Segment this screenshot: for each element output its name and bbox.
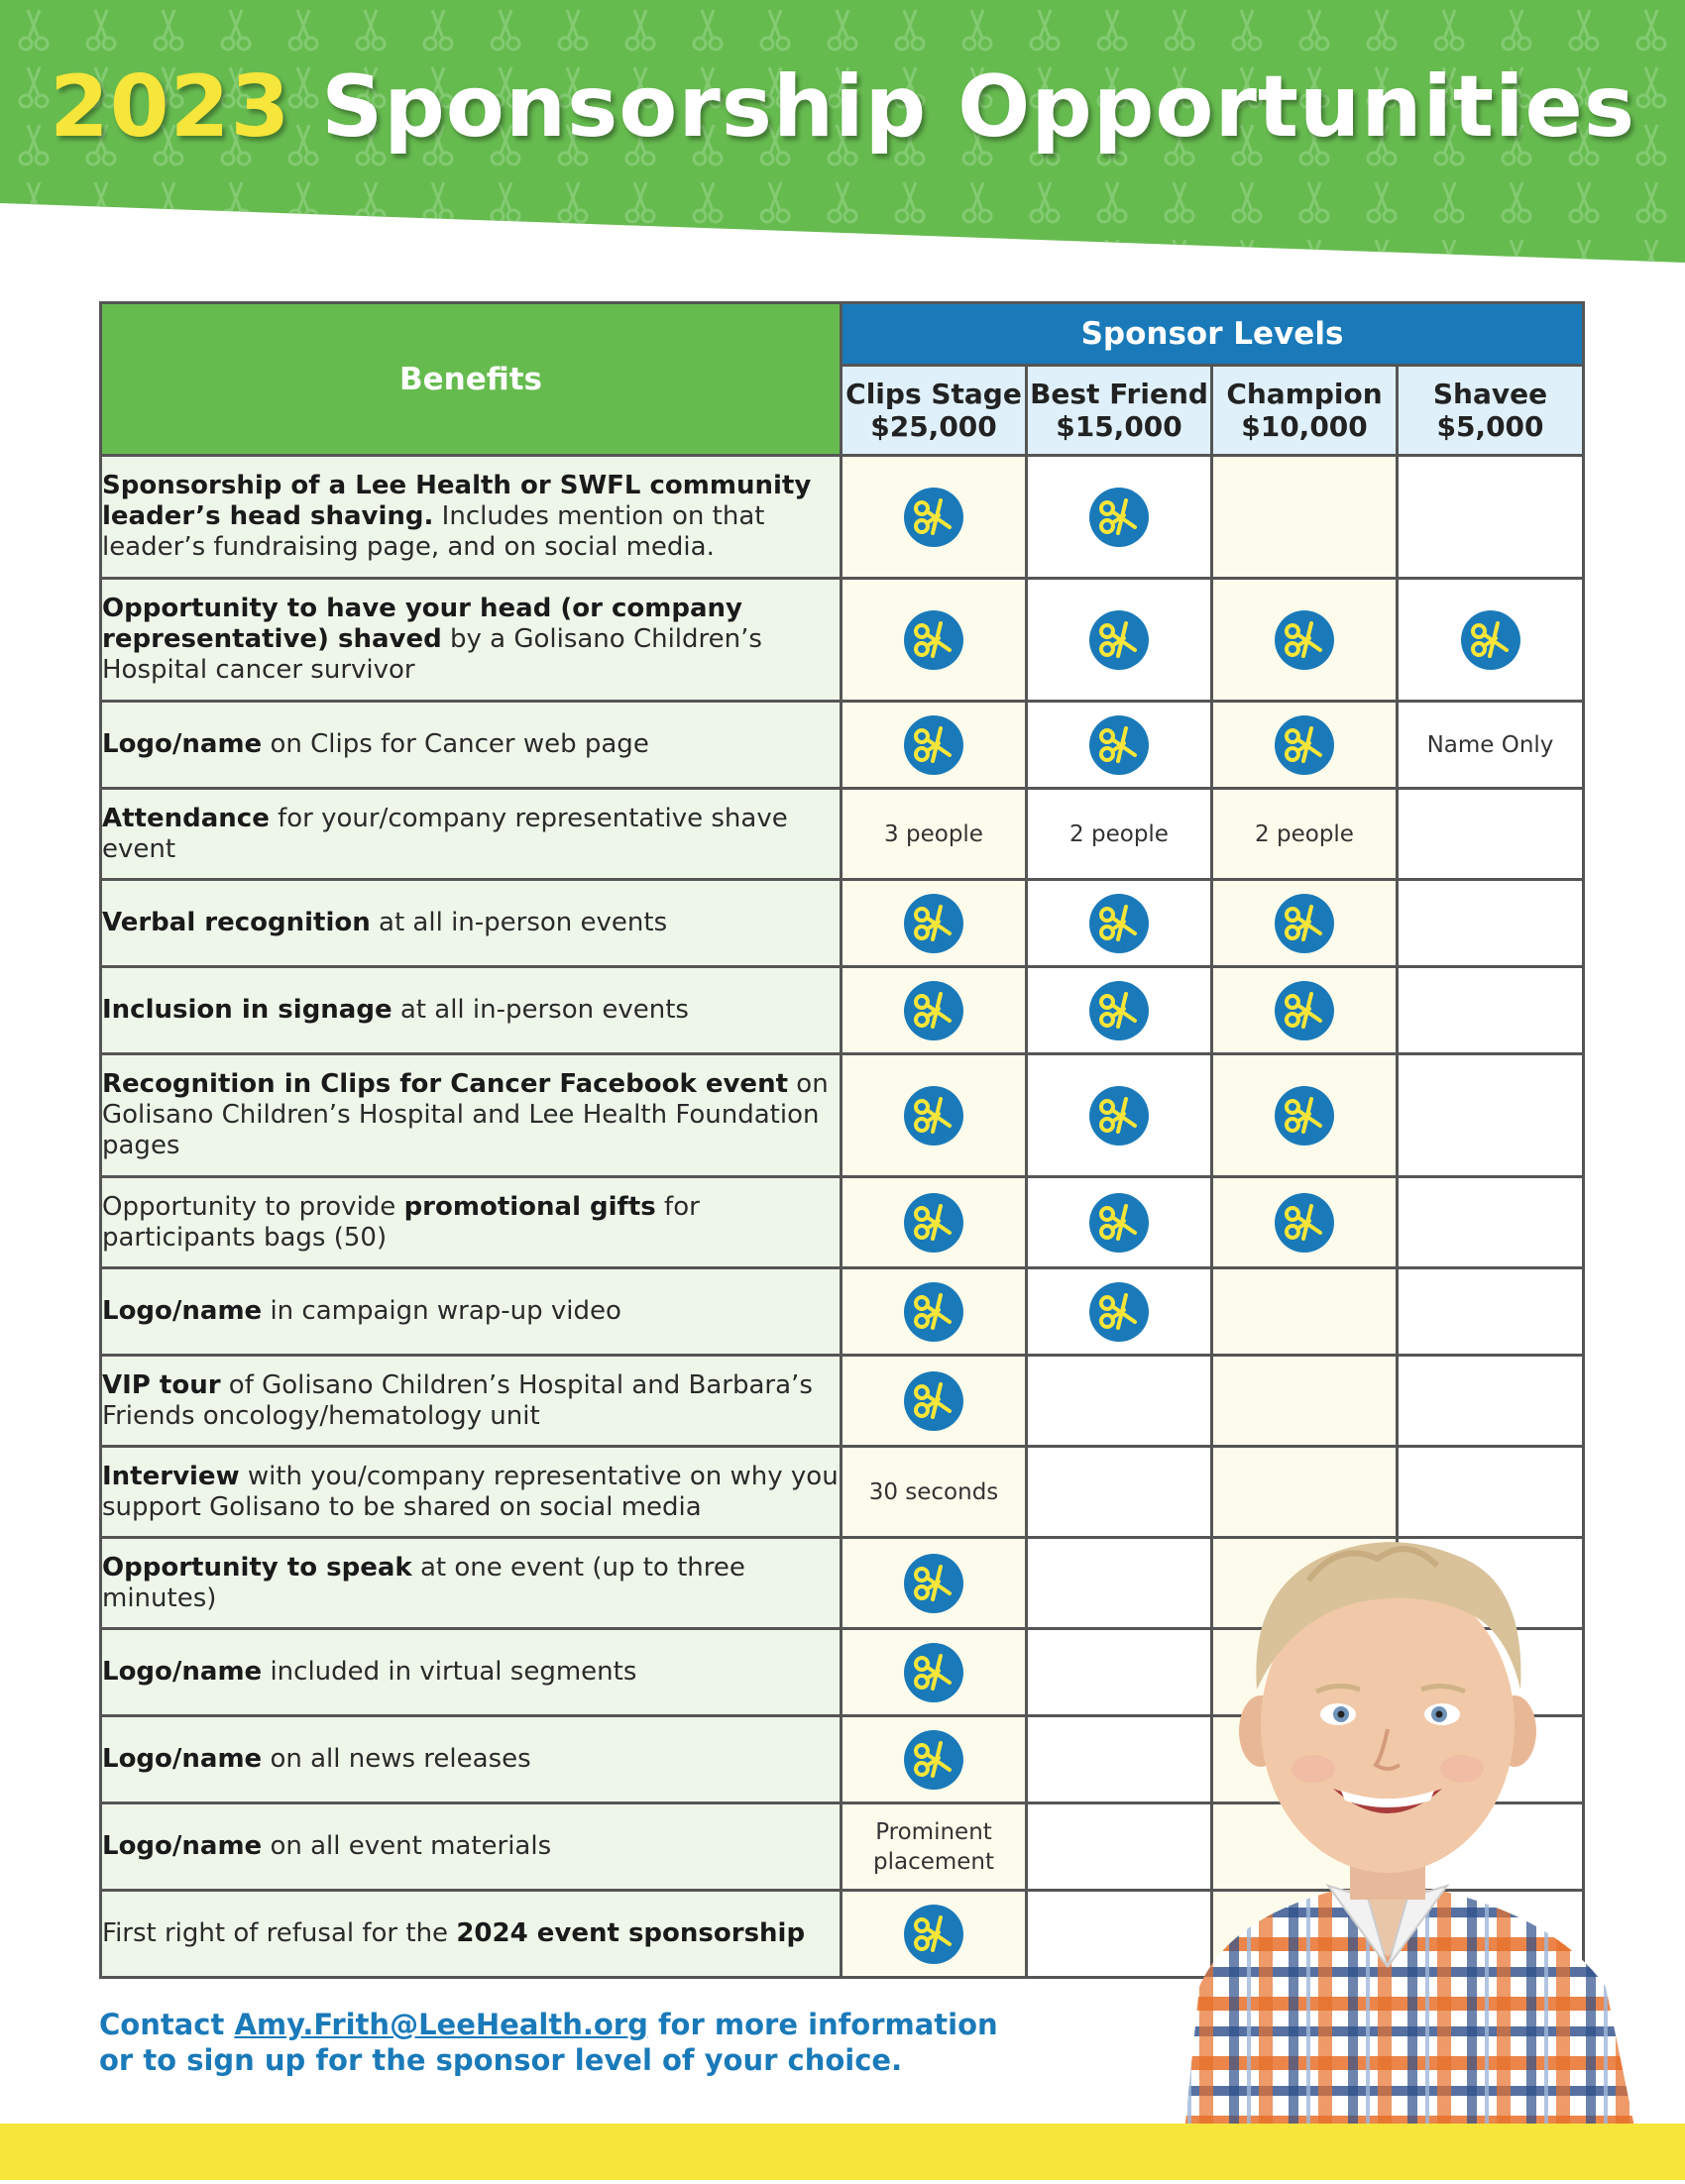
scissors-icon <box>903 487 964 548</box>
benefit-text: on Golisano Children’s Hospital and Lee Health Foundation pages <box>102 1069 829 1160</box>
level-shavee <box>1398 366 1584 456</box>
cell-clips-stage <box>842 1054 1027 1177</box>
benefit-cell <box>101 880 842 967</box>
cell-clips-stage <box>842 1268 1027 1356</box>
cell-best-friend <box>1027 1177 1212 1268</box>
scissors-icon <box>1274 1085 1335 1147</box>
scissors-icon <box>1088 609 1150 671</box>
benefit-cell <box>101 1891 842 1978</box>
scissors-icon <box>1460 609 1521 671</box>
benefit-text: with you/company representative on why you support Golisano to be shared on social media <box>102 1461 839 1522</box>
cell-clips-stage: 3 people <box>842 789 1027 880</box>
benefit-bold: Opportunity to speak <box>102 1552 412 1583</box>
contact-line-2: or to sign up for the sponsor level of your choice. <box>99 2043 903 2077</box>
cell-champion <box>1212 1356 1398 1447</box>
benefit-cell <box>101 1054 842 1177</box>
benefit-cell <box>101 1538 842 1629</box>
cell-best-friend <box>1027 1268 1212 1356</box>
cell-best-friend <box>1027 456 1212 579</box>
cell-best-friend <box>1027 880 1212 967</box>
benefit-bold: Opportunity to have your head (or company representative) shaved <box>102 594 742 654</box>
scissors-icon <box>903 980 964 1041</box>
cell-clips-stage <box>842 967 1027 1054</box>
cell-best-friend <box>1027 702 1212 789</box>
cell-shavee <box>1398 456 1584 579</box>
child-photo <box>1140 1521 1685 2180</box>
scissors-icon <box>903 1192 964 1254</box>
contact-line-1-suffix: for more information <box>647 2008 998 2041</box>
scissors-icon <box>1088 1281 1150 1343</box>
benefit-cell <box>101 967 842 1054</box>
benefit-bold: promotional gifts <box>403 1191 656 1222</box>
scissors-icon <box>1088 1192 1150 1254</box>
scissors-icon <box>903 714 964 776</box>
level-name: Best Friend <box>1030 378 1208 410</box>
cell-clips-stage <box>842 579 1027 702</box>
scissors-icon <box>903 1281 964 1343</box>
cell-shavee <box>1398 789 1584 880</box>
cell-clips-stage <box>842 702 1027 789</box>
cell-champion <box>1212 880 1398 967</box>
scissors-icon <box>1274 893 1335 954</box>
benefit-bold: Logo/name <box>102 1296 263 1326</box>
cell-clips-stage <box>842 456 1027 579</box>
benefit-cell <box>101 1716 842 1803</box>
level-champion <box>1212 366 1398 456</box>
benefit-bold: Logo/name <box>102 1657 263 1687</box>
benefit-text: of Golisano Children’s Hospital and Barbara’s Friends oncology/hematology unit <box>102 1369 813 1431</box>
benefit-text: Includes mention on that leader’s fundraising page, and on social media. <box>102 501 765 562</box>
footer-bar <box>0 2124 1685 2180</box>
table-row <box>101 1268 1584 1356</box>
table-row <box>101 789 1584 880</box>
table-row <box>101 456 1584 579</box>
cell-champion <box>1212 1268 1398 1356</box>
cell-shavee: Name Only <box>1398 702 1584 789</box>
cell-clips-stage <box>842 1538 1027 1629</box>
benefit-bold: 2024 event sponsorship <box>456 1918 806 1948</box>
benefit-bold: Inclusion in signage <box>102 995 393 1025</box>
contact-email-link[interactable]: Amy.Frith@LeeHealth.org <box>234 2008 648 2041</box>
benefit-cell <box>101 789 842 880</box>
benefit-cell <box>101 1268 842 1356</box>
cell-shavee <box>1398 579 1584 702</box>
title-text: Sponsorship Opportunities <box>321 57 1636 157</box>
table-row <box>101 1177 1584 1268</box>
table-row <box>101 1054 1584 1177</box>
benefit-text: for your/company representative shave event <box>102 803 788 864</box>
cell-champion <box>1212 967 1398 1054</box>
scissors-icon <box>903 1370 964 1432</box>
cell-clips-stage <box>842 1356 1027 1447</box>
benefit-bold: Verbal recognition <box>102 908 371 937</box>
benefit-cell <box>101 1177 842 1268</box>
benefit-text-pre: Opportunity to provide <box>102 1191 404 1222</box>
cell-best-friend <box>1027 579 1212 702</box>
cell-shavee <box>1398 1177 1584 1268</box>
scissors-icon <box>1274 609 1335 671</box>
cell-clips-stage <box>842 1716 1027 1803</box>
cell-champion <box>1212 1054 1398 1177</box>
benefit-bold: Interview <box>102 1461 240 1491</box>
level-name: Champion <box>1226 378 1383 410</box>
scissors-icon <box>1088 1085 1150 1147</box>
scissors-icon <box>1088 980 1150 1041</box>
benefit-cell <box>101 1803 842 1891</box>
level-amount: $10,000 <box>1241 410 1368 443</box>
level-amount: $15,000 <box>1056 410 1182 443</box>
benefit-text: included in virtual segments <box>262 1657 637 1687</box>
benefit-bold: Recognition in Clips for Cancer Facebook event <box>102 1069 789 1099</box>
benefit-bold: Sponsorship of a Lee Health or SWFL community leader’s head shaving. <box>102 471 812 531</box>
cell-champion <box>1212 579 1398 702</box>
benefit-text: on Clips for Cancer web page <box>262 729 649 759</box>
scissors-icon <box>903 609 964 671</box>
cell-champion: 2 people <box>1212 789 1398 880</box>
scissors-icon <box>903 1642 964 1703</box>
contact-line-1 <box>99 2007 998 2042</box>
table-row <box>101 579 1584 702</box>
benefit-bold: Logo/name <box>102 1831 263 1861</box>
scissors-icon <box>1088 487 1150 548</box>
table-row <box>101 702 1584 789</box>
benefit-bold: Attendance <box>102 803 270 833</box>
cell-best-friend <box>1027 1356 1212 1447</box>
level-amount: $5,000 <box>1436 410 1544 443</box>
benefit-cell <box>101 579 842 702</box>
level-amount: $25,000 <box>870 410 997 443</box>
cell-clips-stage <box>842 880 1027 967</box>
benefits-header: Benefits <box>101 303 842 456</box>
scissors-icon <box>903 1553 964 1614</box>
contact-prefix: Contact <box>99 2008 235 2041</box>
cell-best-friend: 2 people <box>1027 789 1212 880</box>
level-name: Shavee <box>1432 378 1548 410</box>
cell-clips-stage <box>842 1177 1027 1268</box>
benefit-bold: Logo/name <box>102 729 263 759</box>
scissors-icon <box>1088 893 1150 954</box>
cell-best-friend <box>1027 967 1212 1054</box>
cell-shavee <box>1398 1356 1584 1447</box>
scissors-icon <box>1274 980 1335 1041</box>
benefit-bold: VIP tour <box>102 1369 221 1400</box>
benefit-text: at all in-person events <box>392 995 689 1025</box>
scissors-icon <box>1274 714 1335 776</box>
benefit-cell <box>101 1629 842 1716</box>
benefit-text: at all in-person events <box>370 908 668 937</box>
page-title <box>0 57 1685 157</box>
cell-champion <box>1212 702 1398 789</box>
benefit-cell <box>101 702 842 789</box>
benefit-text: for participants bags (50) <box>102 1191 700 1253</box>
cell-shavee <box>1398 880 1584 967</box>
cell-champion <box>1212 456 1398 579</box>
benefit-cell <box>101 456 842 579</box>
title-year: 2023 <box>49 57 291 157</box>
table-row <box>101 880 1584 967</box>
cell-shavee <box>1398 1054 1584 1177</box>
contact-info <box>99 2007 998 2078</box>
cell-clips-stage: Prominent placement <box>842 1803 1027 1891</box>
scissors-icon <box>903 1904 964 1965</box>
level-clips-stage <box>842 366 1027 456</box>
benefit-text: by a Golisano Children’s Hospital cancer survivor <box>102 624 762 685</box>
cell-best-friend <box>1027 1054 1212 1177</box>
benefit-text: on all event materials <box>262 1831 552 1861</box>
benefit-text: in campaign wrap-up video <box>262 1296 621 1326</box>
scissors-icon <box>1274 1192 1335 1254</box>
cell-clips-stage <box>842 1629 1027 1716</box>
benefit-text: on all news releases <box>262 1744 531 1774</box>
level-name: Clips Stage <box>845 378 1022 410</box>
cell-shavee <box>1398 1268 1584 1356</box>
scissors-icon <box>903 1085 964 1147</box>
cell-clips-stage <box>842 1891 1027 1978</box>
sponsor-levels-header: Sponsor Levels <box>842 303 1584 366</box>
level-best-friend <box>1027 366 1212 456</box>
scissors-icon <box>1088 714 1150 776</box>
cell-champion <box>1212 1177 1398 1268</box>
scissors-icon <box>903 1729 964 1791</box>
benefit-text-pre: First right of refusal for the <box>102 1918 457 1948</box>
benefit-bold: Logo/name <box>102 1744 263 1774</box>
cell-clips-stage: 30 seconds <box>842 1447 1027 1538</box>
table-row <box>101 967 1584 1054</box>
benefit-text: at one event (up to three minutes) <box>102 1552 745 1613</box>
scissors-icon <box>903 893 964 954</box>
cell-shavee <box>1398 967 1584 1054</box>
benefit-cell <box>101 1356 842 1447</box>
table-row <box>101 1356 1584 1447</box>
benefit-cell <box>101 1447 842 1538</box>
